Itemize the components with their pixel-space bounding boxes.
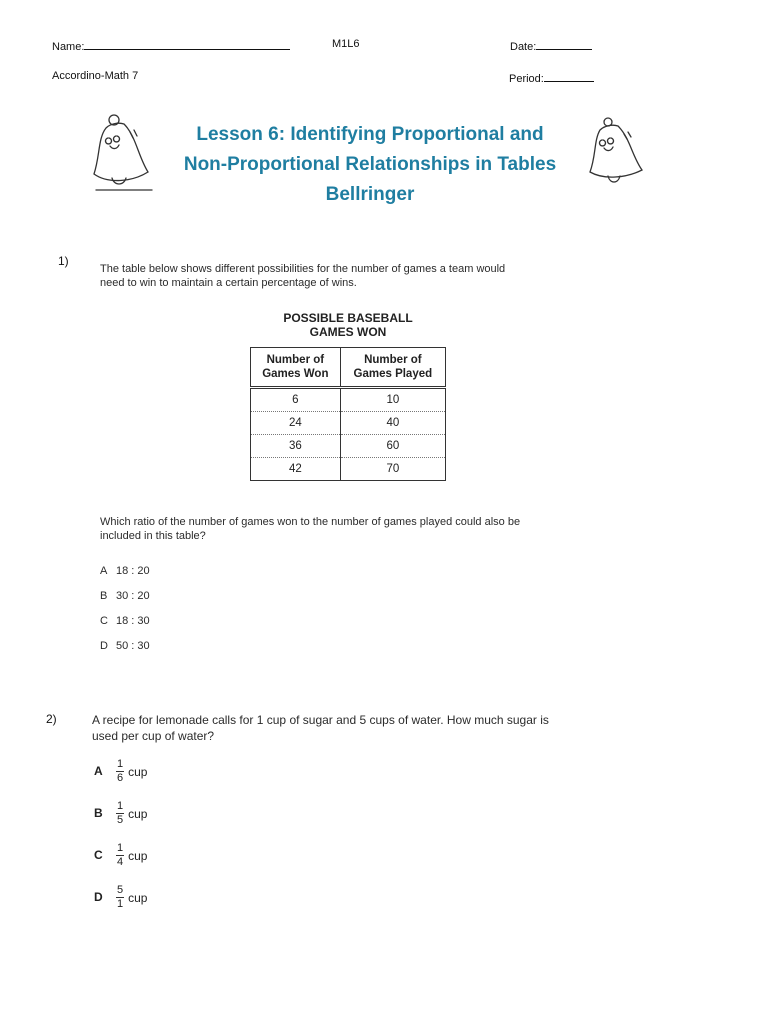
period-label: Period: [509,73,544,85]
column-header-games-won-line-1: Number of [266,354,325,366]
name-field[interactable] [52,38,290,53]
question-1-intro-line-1: The table below shows different possibilities for the number of games a team would [100,263,506,275]
column-header-games-played [340,348,445,388]
date-field[interactable] [510,38,592,53]
cell-games-played: 40 [340,412,445,435]
q2-choice-c[interactable] [94,842,147,869]
question-1-intro [100,262,600,290]
period-blank[interactable] [544,70,594,82]
fraction-denominator: 4 [117,856,124,868]
question-1-intro-line-2: need to win to maintain a certain percentage of wins. [100,277,357,289]
choice-fraction [116,884,124,911]
lesson-title [150,120,590,210]
choice-unit: cup [128,848,148,863]
games-table [250,347,446,481]
table-row [251,435,446,458]
lesson-code: M1L6 [332,38,360,50]
q1-choice-b[interactable] [100,590,150,602]
bell-right-icon [586,112,648,188]
q2-choice-a[interactable] [94,758,147,785]
fraction-numerator: 1 [117,758,124,770]
column-header-games-won [251,348,341,388]
fraction-denominator: 5 [117,814,124,826]
choice-letter: B [100,590,108,602]
choice-text: 50 : 30 [116,640,150,652]
title-line-1: Lesson 6: Identifying Proportional and [196,124,544,145]
choice-letter: A [100,565,108,577]
cell-games-played: 70 [340,458,445,481]
class-label: Accordino-Math 7 [52,70,139,82]
question-1-prompt [100,515,620,543]
cell-games-won: 6 [251,388,341,412]
question-2-text-line-1: A recipe for lemonade calls for 1 cup of sugar and 5 cups of water. How much sugar is [92,713,549,727]
fraction-numerator: 1 [117,800,124,812]
choice-text: 18 : 20 [116,565,150,577]
choice-text: 30 : 20 [116,590,150,602]
q2-choice-b[interactable] [94,800,147,827]
choice-unit: cup [128,806,148,821]
date-blank[interactable] [536,38,592,50]
fraction-numerator: 5 [117,884,124,896]
question-1-prompt-line-2: included in this table? [100,530,206,542]
choice-text: 18 : 30 [116,615,150,627]
title-line-3: Bellringer [325,184,415,205]
question-2-text [92,712,652,744]
bell-left-icon [90,108,158,192]
q1-choice-a[interactable] [100,565,150,577]
name-label: Name: [52,41,85,53]
table-title-line-1: POSSIBLE BASEBALL [283,311,413,325]
question-1-prompt-line-1: Which ratio of the number of games won to the number of games played could also be [100,516,521,528]
choice-letter: B [94,805,103,820]
date-label: Date: [510,41,537,53]
choice-fraction [116,800,124,827]
column-header-games-won-line-2: Games Won [262,368,329,380]
period-field[interactable] [509,70,594,85]
choice-letter: C [100,615,108,627]
table-header-row [251,348,446,388]
choice-unit: cup [128,764,148,779]
question-2-text-line-2: used per cup of water? [92,729,215,743]
cell-games-won: 42 [251,458,341,481]
fraction-numerator: 1 [117,842,124,854]
fraction-denominator: 1 [117,898,124,910]
column-header-games-played-line-2: Games Played [353,368,433,380]
cell-games-won: 24 [251,412,341,435]
cell-games-played: 10 [340,388,445,412]
fraction-denominator: 6 [117,772,124,784]
question-1-number: 1) [58,254,69,268]
table-title [250,311,446,339]
name-blank[interactable] [84,38,290,50]
cell-games-won: 36 [251,435,341,458]
title-line-2: Non-Proportional Relationships in Tables [183,154,557,175]
q1-choice-c[interactable] [100,615,150,627]
choice-fraction [116,758,124,785]
choice-letter: D [100,640,108,652]
table-row [251,412,446,435]
choice-fraction [116,842,124,869]
table-row [251,458,446,481]
table-title-line-2: GAMES WON [309,325,387,339]
choice-letter: C [94,847,103,862]
cell-games-played: 60 [340,435,445,458]
column-header-games-played-line-1: Number of [364,354,422,366]
question-2-number: 2) [46,712,57,726]
choice-letter: A [94,763,103,778]
table-row [251,388,446,412]
q2-choice-d[interactable] [94,884,147,911]
q1-choice-d[interactable] [100,640,150,652]
choice-letter: D [94,889,103,904]
choice-unit: cup [128,890,148,905]
